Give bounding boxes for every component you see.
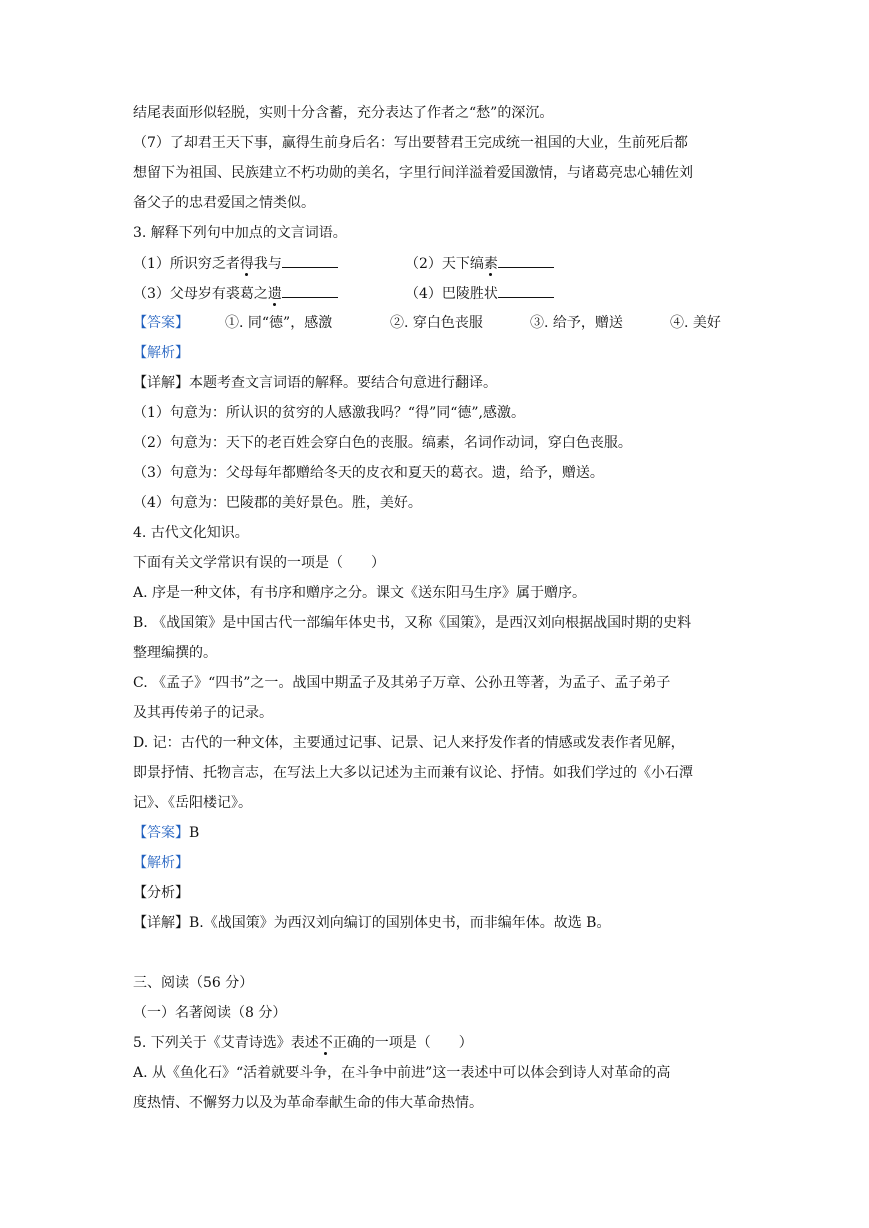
q5-text-end: 正确的一项是（ ） [332,1035,473,1051]
q3-item-4 [405,283,554,304]
answer-item-4: ④. 美好 [670,315,721,331]
option-d-cont: 记》、《岳阳楼记》。 [133,795,252,811]
q3-item-3-text: （3）父母岁有裘葛之 [133,286,268,302]
detail-tag: 【详解】 [133,375,189,391]
option-a-cont: 度热情、不懈努力以及为革命奉献生命的伟大革命热情。 [133,1095,483,1111]
text-line: （7）了却君王天下事，赢得生前身后名：写出要替君王完成统一祖国的大业，生前死后都 [133,135,688,151]
analysis-tag: 【解析】 [133,855,189,871]
text-line: （1）句意为：所认识的贫穷的人感激我吗？“得”同“德”,感激。 [133,405,525,421]
q3-item-4-text: （4）巴陵胜状 [405,286,498,302]
answer-item-1: ①. 同“德”，感激 [225,315,333,331]
option-a: A. 序是一种文体，有书序和赠序之分。课文《送东阳马生序》属于赠序。 [133,585,587,601]
text-line: 结尾表面形似轻脱，实则十分含蓄，充分表达了作者之“愁”的深沉。 [133,105,554,121]
detail-tag: 【详解】 [133,915,189,931]
answer-tag: 【答案】 [133,315,189,331]
text-line: 备父子的忠君爱国之情类似。 [133,195,315,211]
text-line: （3）句意为：父母每年都赠给冬天的皮衣和夏天的葛衣。遗，给予，赠送。 [133,465,604,481]
subsection-heading: （一）名著阅读（8 分） [133,1005,287,1021]
section-heading: 三、阅读（56 分） [133,975,254,991]
text-line: （4）句意为：巴陵郡的美好景色。胜，美好。 [133,495,422,511]
answer-value: B [189,825,200,841]
analysis-label: 【分析】 [133,885,189,901]
question-4-stem: 4. 古代文化知识。 [133,525,249,541]
question-3-stem: 3. 解释下列句中加点的文言词语。 [133,225,347,241]
answer-blank [498,283,554,298]
analysis-tag: 【解析】 [133,345,189,361]
detail-text: 本题考查文言词语的解释。要结合句意进行翻译。 [189,375,497,391]
detail-text: B.《战国策》为西汉刘向编订的国别体史书，而非编年体。故选 B。 [189,915,611,931]
option-c: C. 《孟子》“四书”之一。战国中期孟子及其弟子万章、公孙丑等著，为孟子、孟子弟子 [133,675,671,691]
q5-dotted-word: 不 [318,1035,333,1051]
q3-item-2-dotted-word: 素 [483,256,498,272]
q3-item-1-dotted-word: 得 [239,256,254,272]
q3-item-2-text: （2）天下缟 [405,256,484,272]
q3-item-1-text-end: 我与 [253,256,282,272]
detail-line [133,373,743,393]
q5-text: 5. 下列关于《艾青诗选》表述 [133,1035,319,1051]
q3-item-3 [133,283,338,304]
answer-item-2: ②. 穿白色丧服 [390,315,483,331]
option-d-cont: 即景抒情、托物言志，在写法上大多以记述为主而兼有议论、抒情。如我们学过的《小石潭 [133,765,693,781]
answer-blank [282,283,338,298]
option-b: B. 《战国策》是中国古代一部编年体史书，又称《国策》，是西汉刘向根据战国时期的史料 [133,615,692,631]
q3-item-1 [133,253,338,274]
answer-blank [282,253,338,268]
answer-line [133,823,743,843]
answer-item-3: ③. 给予，赠送 [530,315,623,331]
q3-item-2 [405,253,554,274]
q3-item-3-dotted-word: 遗 [267,286,282,302]
option-d: D. 记：古代的一种文体，主要通过记事、记景、记人来抒发作者的情感或发表作者见解， [133,735,685,751]
answer-tag: 【答案】 [133,825,189,841]
option-b-cont: 整理编撰的。 [133,645,217,661]
q3-item-1-text: （1）所识穷乏者 [133,256,240,272]
text-line: 想留下为祖国、民族建立不朽功勋的美名，字里行间洋溢着爱国激情，与诸葛亮忠心辅佐刘 [133,165,693,181]
question-4-prompt: 下面有关文学常识有误的一项是（ ） [133,555,385,571]
option-c-cont: 及其再传弟子的记录。 [133,705,273,721]
text-line: （2）句意为：天下的老百姓会穿白色的丧服。缟素，名词作动词，穿白色丧服。 [133,435,632,451]
question-5-stem [133,1033,743,1053]
detail-line [133,913,743,933]
answer-blank [498,253,554,268]
option-a: A. 从《鱼化石》“活着就要斗争，在斗争中前进”这一表述中可以体会到诗人对革命的高 [133,1065,671,1081]
